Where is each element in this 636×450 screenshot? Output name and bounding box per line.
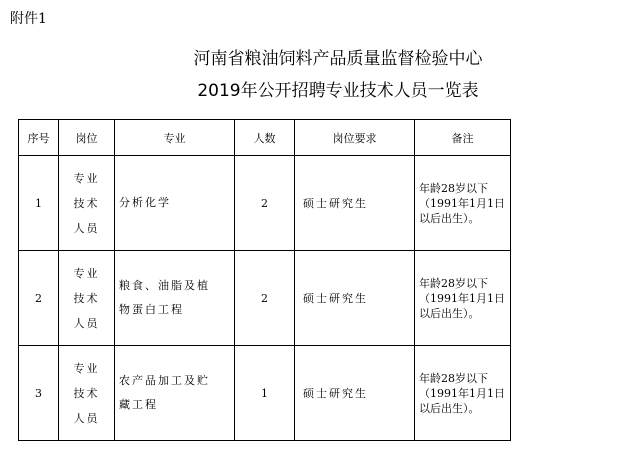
- cell-major: [115, 346, 235, 441]
- recruitment-table: [18, 119, 511, 441]
- major-line: 粮食、油脂及植: [119, 279, 210, 292]
- cell-no: 1: [19, 156, 59, 251]
- position-line: 技术: [73, 291, 100, 305]
- note-line: （1991年1月1日: [419, 386, 505, 400]
- major-line: 物蛋白工程: [119, 303, 184, 316]
- cell-position: [59, 156, 115, 251]
- major-line: 分析化学: [119, 196, 171, 209]
- position-line: 人员: [73, 411, 100, 425]
- cell-requirement: 硕士研究生: [295, 346, 415, 441]
- position-line: 人员: [73, 316, 100, 330]
- table-row: [19, 156, 511, 251]
- header-count: 人数: [235, 120, 295, 156]
- cell-major: [115, 156, 235, 251]
- header-requirement: 岗位要求: [295, 120, 415, 156]
- table-row: [19, 251, 511, 346]
- cell-major: [115, 251, 235, 346]
- position-line: 技术: [73, 386, 100, 400]
- note-line: 以后出生）。: [419, 401, 480, 415]
- note-line: （1991年1月1日: [419, 291, 505, 305]
- cell-requirement: 硕士研究生: [295, 251, 415, 346]
- cell-requirement: 硕士研究生: [295, 156, 415, 251]
- header-note: 备注: [415, 120, 511, 156]
- header-position: 岗位: [59, 120, 115, 156]
- position-line: 专业: [73, 266, 100, 280]
- cell-no: 3: [19, 346, 59, 441]
- position-line: 专业: [73, 171, 100, 185]
- cell-note: [415, 156, 511, 251]
- table-row: [19, 346, 511, 441]
- major-line: 藏工程: [119, 398, 158, 411]
- cell-no: 2: [19, 251, 59, 346]
- note-line: 年龄28岁以下: [419, 371, 488, 385]
- note-line: （1991年1月1日: [419, 196, 505, 210]
- note-line: 以后出生）。: [419, 306, 480, 320]
- cell-note: [415, 251, 511, 346]
- position-line: 专业: [73, 361, 100, 375]
- position-line: 人员: [73, 221, 100, 235]
- document-subtitle: 2019年公开招聘专业技术人员一览表: [197, 81, 479, 101]
- position-line: 技术: [73, 196, 100, 210]
- document-title: 河南省粮油饲料产品质量监督检验中心: [193, 49, 483, 69]
- major-line: 农产品加工及贮: [119, 374, 210, 387]
- note-line: 以后出生）。: [419, 211, 480, 225]
- cell-count: 2: [235, 251, 295, 346]
- note-line: 年龄28岁以下: [419, 276, 488, 290]
- note-line: 年龄28岁以下: [419, 181, 488, 195]
- cell-count: 1: [235, 346, 295, 441]
- cell-count: 2: [235, 156, 295, 251]
- cell-position: [59, 251, 115, 346]
- cell-note: [415, 346, 511, 441]
- header-no: 序号: [19, 120, 59, 156]
- cell-position: [59, 346, 115, 441]
- header-major: 专业: [115, 120, 235, 156]
- table-header-row: [19, 120, 511, 156]
- attachment-label: 附件1: [10, 11, 47, 27]
